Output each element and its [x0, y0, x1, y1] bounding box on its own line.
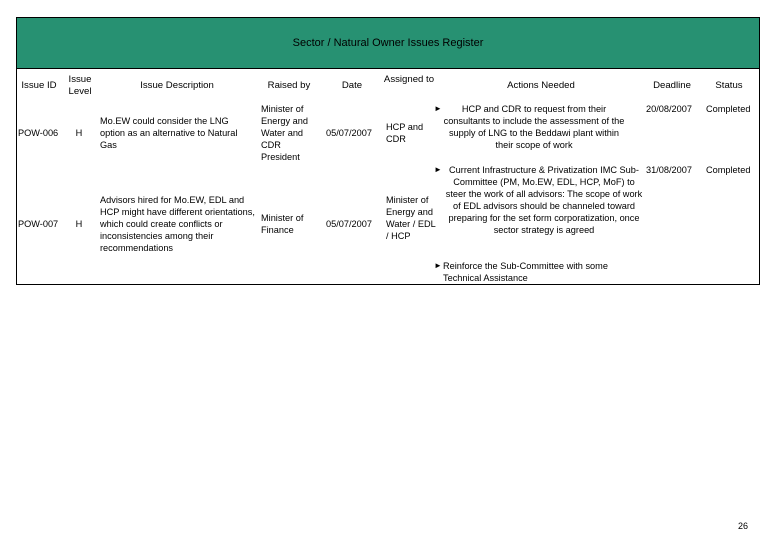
- page-number: 26: [738, 521, 749, 531]
- header-issue-id: Issue ID: [21, 80, 57, 91]
- row2-deadline: 31/08/2007: [646, 165, 692, 175]
- row1-issue-id: POW-006: [18, 128, 59, 138]
- row2-status: Completed: [706, 165, 751, 175]
- row1-status: Completed: [706, 104, 751, 114]
- header-issue-description: Issue Description: [140, 80, 214, 91]
- row1-issue-description: Mo.EW could consider the LNG option as an alternative to Natural Gas: [100, 116, 238, 150]
- row2-action-item-2: [434, 260, 645, 284]
- header-date: Date: [341, 80, 363, 91]
- row1-deadline: 20/08/2007: [646, 104, 692, 114]
- row1-date: 05/07/2007: [326, 128, 372, 138]
- right-triangle-bullet-icon: ►: [434, 261, 442, 270]
- right-triangle-bullet-icon: ►: [434, 165, 442, 174]
- row1-raised-by: Minister of Energy and Water and CDR President: [261, 104, 308, 162]
- row2-action-item-1: [434, 164, 645, 236]
- row2-issue-id: POW-007: [18, 219, 59, 229]
- row2-raised-by: Minister of Finance: [261, 213, 304, 235]
- row1-action-text: HCP and CDR to request from their consultants to include the assessment of the supply of LNG to the Beddawi plant within their scope of work: [443, 104, 625, 150]
- row1-assigned-to: HCP and CDR: [386, 122, 424, 144]
- row2-action-text-2: Reinforce the Sub-Committee with some Technical Assistance: [443, 261, 608, 283]
- row2-issue-description: Advisors hired for Mo.EW, EDL and HCP might have different orientations, which could create conflicts or inconsistencies among their recommendations: [100, 195, 255, 253]
- header-status: Status: [715, 80, 743, 91]
- header-issue-level: Issue Level: [68, 74, 92, 97]
- right-triangle-bullet-icon: ►: [434, 104, 442, 113]
- header-deadline: Deadline: [653, 80, 691, 91]
- row2-date: 05/07/2007: [326, 219, 372, 229]
- row1-issue-level: H: [75, 128, 83, 138]
- header-actions-needed: Actions Needed: [507, 80, 575, 91]
- register-title: Sector / Natural Owner Issues Register: [17, 18, 759, 69]
- issues-register-table: [16, 17, 760, 285]
- row1-action-item: [434, 103, 625, 151]
- row2-assigned-to: Minister of Energy and Water / EDL / HCP: [386, 195, 436, 241]
- row2-action-text-1: Current Infrastructure & Privatization IMC Sub-Committee (PM, Mo.EW, EDL, HCP, MoF) to steer the work of all advisors: The scope of work of EDL advisors should be channeled toward preparing for the set form corporatization, once sector strategy is agreed: [445, 165, 643, 235]
- header-raised-by: Raised by: [267, 80, 311, 91]
- row2-issue-level: H: [75, 219, 83, 229]
- header-assigned-to: Assigned to: [383, 74, 435, 85]
